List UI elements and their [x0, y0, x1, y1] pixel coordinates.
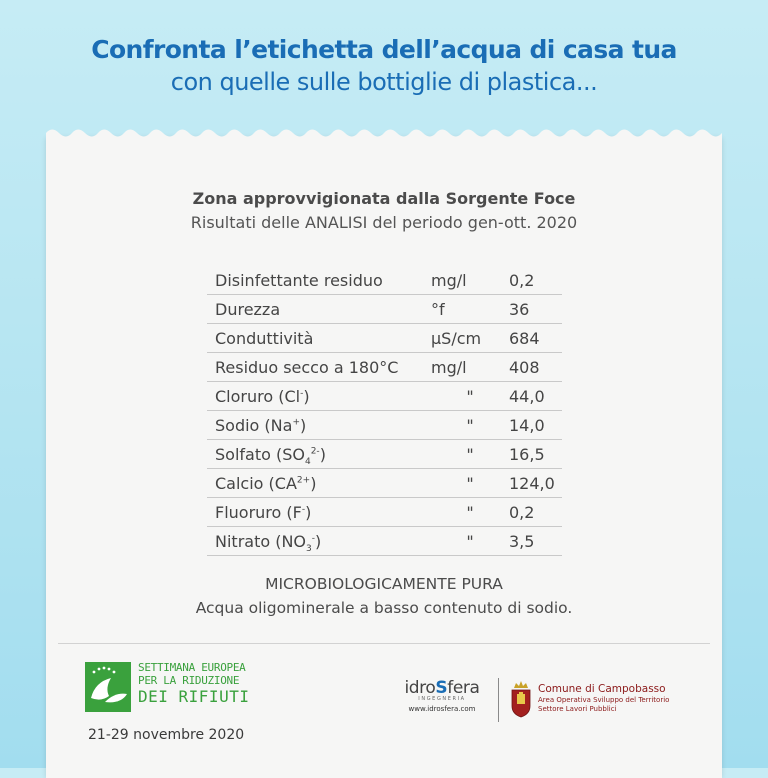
microbiological-note: MICROBIOLOGICAMENTE PURA	[265, 575, 503, 593]
analysis-row	[207, 469, 562, 498]
parameter-name: Fluoruro (F-)	[207, 498, 431, 527]
analysis-row	[207, 411, 562, 440]
label-title: Zona approvvigionata dalla Sorgente Foce	[192, 189, 576, 208]
parameter-value: 16,5	[509, 440, 562, 469]
parameter-name: Durezza	[207, 295, 431, 324]
parameter-name: Conduttività	[207, 324, 431, 353]
label-subtitle: Risultati delle ANALISI del periodo gen-ott. 2020	[190, 213, 578, 232]
idrosfera-url: www.idrosfera.com	[408, 705, 476, 713]
analysis-row	[207, 295, 562, 324]
headline	[0, 34, 768, 98]
parameter-value: 408	[509, 353, 562, 382]
parameter-unit: "	[431, 527, 509, 556]
parameter-name: Calcio $(CA^{2+})$	[207, 469, 431, 498]
parameter-value: 3,5	[509, 527, 562, 556]
comune-name: Comune di Campobasso	[538, 683, 666, 695]
parameter-unit: °f	[431, 295, 509, 324]
headline-line-2: con quelle sulle bottiglie di plastica...	[170, 68, 598, 96]
parameter-unit: "	[431, 411, 509, 440]
serr-line-1: SETTIMANA EUROPEA	[138, 661, 246, 674]
parameter-unit: "	[431, 382, 509, 411]
idrosfera-tagline: INGEGNERIA	[418, 696, 466, 702]
parameter-unit: µS/cm	[431, 324, 509, 353]
parameter-unit: mg/l	[431, 353, 509, 382]
serr-line-2: PER LA RIDUZIONE	[138, 674, 240, 687]
parameter-value: 0,2	[509, 498, 562, 527]
comune-block	[538, 683, 669, 714]
parameter-name: Solfato $(SO_4^{2-})$	[207, 440, 431, 469]
analysis-row	[207, 353, 562, 382]
parameter-name: Cloruro (Cl-)	[207, 382, 431, 411]
parameter-unit: "	[431, 498, 509, 527]
parameter-value: 36	[509, 295, 562, 324]
analysis-row	[207, 440, 562, 469]
comune-area: Area Operativa Sviluppo del Territorio	[538, 696, 670, 704]
parameter-name: Residuo secco a 180°C	[207, 353, 431, 382]
analysis-table	[207, 266, 562, 556]
headline-line-1: Confronta l’etichetta dell’acqua di casa tua	[91, 35, 677, 64]
analysis-row	[207, 498, 562, 527]
parameter-name: Sodio (Na+)	[207, 411, 431, 440]
event-date: 21-29 novembre 2020	[88, 727, 245, 743]
parameter-value: 0,2	[509, 266, 562, 295]
analysis-row	[207, 527, 562, 556]
serr-leaf-logo	[85, 662, 131, 712]
idrosfera-name: idroSfera	[404, 678, 480, 698]
parameter-value: 684	[509, 324, 562, 353]
analysis-row	[207, 324, 562, 353]
mineral-note: Acqua oligominerale a basso contenuto di sodio.	[195, 599, 573, 617]
analysis-row	[207, 266, 562, 295]
parameter-unit: mg/l	[431, 266, 509, 295]
parameter-name: Nitrato $(NO_3^-)$	[207, 527, 431, 556]
idrosfera-logo	[397, 678, 487, 713]
comune-sector: Settore Lavori Pubblici	[538, 705, 617, 713]
parameter-unit: "	[431, 440, 509, 469]
parameter-unit: "	[431, 469, 509, 498]
parameter-value: 124,0	[509, 469, 562, 498]
label-torn-edge	[46, 126, 722, 140]
serr-title	[138, 661, 249, 707]
logo-divider	[498, 678, 499, 722]
footer-divider	[58, 643, 710, 644]
serr-line-3: DEI RIFIUTI	[138, 687, 250, 706]
parameter-value: 14,0	[509, 411, 562, 440]
parameter-name: Disinfettante residuo	[207, 266, 431, 295]
analysis-row	[207, 382, 562, 411]
parameter-value: 44,0	[509, 382, 562, 411]
campobasso-crest	[510, 680, 532, 718]
